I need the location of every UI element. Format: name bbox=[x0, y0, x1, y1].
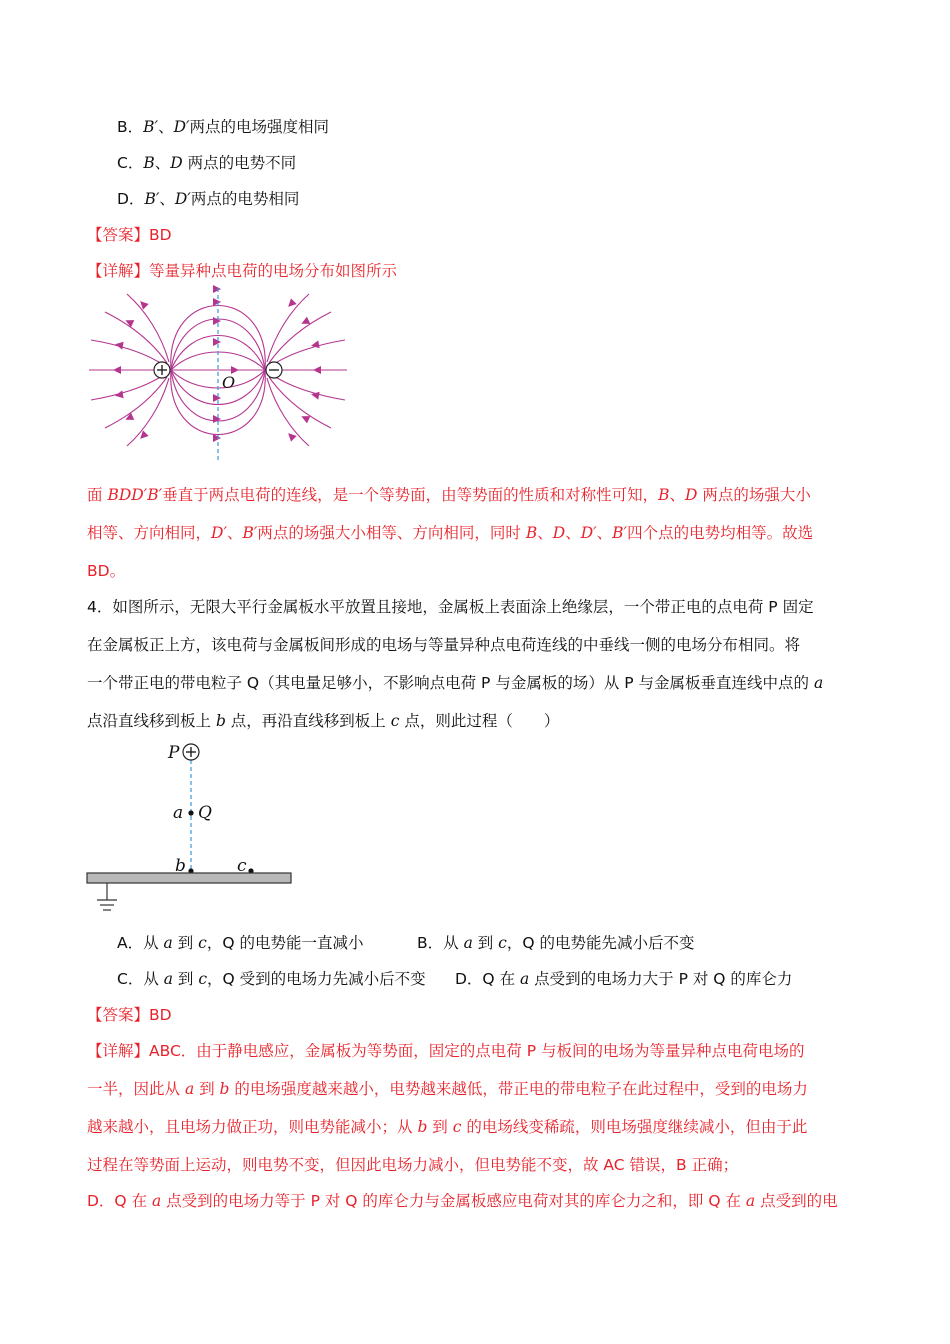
text: 点，再沿直线移到板上 bbox=[225, 712, 391, 730]
q4-stem-line2: 在金属板正上方，该电荷与金属板间形成的电场与等量异种点电荷连线的中垂线一侧的电场分布相同。将 bbox=[87, 636, 801, 654]
q4-stem-line4 bbox=[87, 711, 559, 731]
answer-value: BD bbox=[149, 226, 172, 244]
text: 、 bbox=[226, 524, 243, 542]
text: 两点的场强大小 bbox=[697, 486, 811, 504]
text: 、 bbox=[537, 524, 553, 542]
point-label: a bbox=[520, 970, 530, 988]
text: 到 bbox=[173, 970, 199, 988]
text: ，Q 的电势能先减小后不变 bbox=[506, 934, 695, 952]
detail-1-line3: BD。 bbox=[87, 562, 126, 580]
detail-label: 【详解】 bbox=[87, 1042, 150, 1060]
text: 到 bbox=[172, 934, 199, 952]
option-c-text: 两点的电势不同 bbox=[182, 154, 297, 172]
point-label: D′ bbox=[580, 524, 597, 542]
option-d-sep: 、 bbox=[159, 190, 175, 208]
q4-detail-line1 bbox=[87, 1041, 805, 1061]
point-label: D′ bbox=[211, 524, 227, 542]
option-d-point2: D′ bbox=[174, 190, 191, 208]
answer-value: BD bbox=[149, 1006, 172, 1024]
text: 、 bbox=[596, 524, 613, 542]
point-label: c bbox=[390, 712, 400, 730]
option-b-text: 两点的电场强度相同 bbox=[189, 118, 330, 136]
text: 相等、方向相同， bbox=[87, 524, 212, 542]
detail-1-line2 bbox=[87, 523, 813, 543]
answer-label: 【答案】 bbox=[87, 226, 150, 244]
option-c-point1: B bbox=[143, 154, 155, 172]
point-label: b bbox=[215, 712, 226, 730]
point-label: D bbox=[552, 524, 566, 542]
answer-label: 【答案】 bbox=[87, 1006, 150, 1024]
point-label: a bbox=[184, 1080, 195, 1098]
q4-option-a bbox=[117, 933, 363, 953]
text: 点受到的电场力大于 P 对 Q 的库仑力 bbox=[529, 970, 793, 988]
q4-option-b bbox=[417, 933, 695, 953]
text: 、 bbox=[565, 524, 581, 542]
option-b-sep: 、 bbox=[158, 118, 174, 136]
text: 面 bbox=[87, 486, 108, 504]
q4-detail-line3 bbox=[87, 1117, 807, 1137]
option-d-text: 两点的电势相同 bbox=[190, 190, 300, 208]
point-label: B bbox=[525, 524, 538, 542]
point-label: a bbox=[163, 934, 173, 952]
q4-stem-line3 bbox=[87, 673, 823, 693]
text: 点受到的电 bbox=[755, 1192, 838, 1210]
text: 到 bbox=[472, 934, 499, 952]
c-label: c bbox=[237, 856, 247, 876]
text: 点，则此过程（ ） bbox=[399, 712, 560, 730]
option-b bbox=[117, 117, 329, 137]
option-c bbox=[117, 153, 296, 173]
a-label: a bbox=[173, 803, 184, 823]
detail-label: 【详解】 bbox=[87, 262, 150, 280]
point-label: a bbox=[163, 970, 173, 988]
text: B．从 bbox=[417, 934, 464, 952]
point-label: c bbox=[498, 934, 507, 952]
point-label: a bbox=[152, 1192, 162, 1210]
text: D．Q 在 bbox=[455, 970, 520, 988]
text: 越来越小，且电场力做正功，则电势能减小；从 bbox=[87, 1118, 418, 1136]
text: D．Q 在 bbox=[87, 1192, 152, 1210]
option-d-prefix: D． bbox=[117, 190, 145, 208]
point-label: B′ bbox=[242, 524, 258, 542]
text: ，Q 的电势能一直减小 bbox=[206, 934, 364, 952]
b-label: b bbox=[175, 856, 186, 876]
text: 两点的场强大小相等、方向相同，同时 bbox=[257, 524, 526, 542]
text: 的电场强度越来越小，电势越来越低，带正电的带电粒子在此过程中，受到的电场力 bbox=[229, 1080, 808, 1098]
point-label: b bbox=[417, 1118, 428, 1136]
option-c-point2: D bbox=[170, 154, 183, 172]
option-c-prefix: C． bbox=[117, 154, 144, 172]
option-b-point1: B′ bbox=[143, 118, 159, 136]
option-b-prefix: B． bbox=[117, 118, 144, 136]
point-label: B bbox=[658, 486, 670, 504]
detail-intro-text: 等量异种点电荷的电场分布如图所示 bbox=[149, 262, 398, 280]
q4-detail-line2 bbox=[87, 1079, 808, 1099]
point-label: D bbox=[685, 486, 698, 504]
q4-detail-line5 bbox=[87, 1191, 838, 1211]
q4-option-c bbox=[117, 969, 426, 989]
text: ，Q 受到的电场力先减小后不变 bbox=[207, 970, 426, 988]
text: C．从 bbox=[117, 970, 164, 988]
text: 到 bbox=[427, 1118, 453, 1136]
text: 垂直于两点电荷的连线，是一个等势面，由等势面的性质和对称性可知， bbox=[162, 486, 659, 504]
text: 、 bbox=[669, 486, 686, 504]
point-label: c bbox=[198, 934, 207, 952]
dipole-field-figure bbox=[85, 288, 355, 460]
text: A．从 bbox=[117, 934, 164, 952]
text: 点沿直线移到板上 bbox=[87, 712, 216, 730]
text: 到 bbox=[194, 1080, 220, 1098]
origin-label: O bbox=[222, 373, 236, 392]
point-label: c bbox=[198, 970, 208, 988]
q4-stem-line1: 4．如图所示，无限大平行金属板水平放置且接地，金属板上表面涂上绝缘层，一个带正电的点电荷 P 固定 bbox=[87, 598, 814, 616]
detail-1-intro bbox=[87, 261, 397, 281]
point-label: a bbox=[745, 1192, 756, 1210]
answer-2 bbox=[87, 1005, 172, 1025]
point-label: a bbox=[813, 674, 824, 692]
p-label: P bbox=[168, 743, 180, 763]
point-label: c bbox=[452, 1118, 462, 1136]
answer-1 bbox=[87, 225, 172, 245]
text: 一半，因此从 bbox=[87, 1080, 185, 1098]
text: 的电场线变稀疏，则电场强度继续减小，但由于此 bbox=[461, 1118, 808, 1136]
plane-label: BDD′B′ bbox=[107, 486, 163, 504]
option-c-sep: 、 bbox=[154, 154, 171, 172]
detail-1-line1 bbox=[87, 485, 811, 505]
text: ABC．由于静电感应，金属板为等势面，固定的点电荷 P 与板间的电场为等量异种点电荷电场的 bbox=[149, 1042, 805, 1060]
q4-detail-line4: 过程在等势面上运动，则电势不变，但因此电场力减小，但电势能不变，故 AC 错误，B 正确； bbox=[87, 1156, 739, 1174]
text: 点受到的电场力等于 P 对 Q 的库仑力与金属板感应电荷对其的库仑力之和，即 Q 在 bbox=[161, 1192, 746, 1210]
plate-figure bbox=[85, 740, 295, 920]
q4-option-d bbox=[455, 969, 792, 989]
option-d bbox=[117, 189, 299, 209]
point-label: b bbox=[219, 1080, 230, 1098]
point-label: B′ bbox=[612, 524, 628, 542]
text: 一个带正电的带电粒子 Q（其电量足够小，不影响点电荷 P 与金属板的场）从 P 与金属板垂直连线中点的 bbox=[87, 674, 814, 692]
q-label: Q bbox=[198, 803, 212, 823]
point-label: a bbox=[463, 934, 473, 952]
option-b-point2: D′ bbox=[173, 118, 190, 136]
text: 四个点的电势均相等。故选 bbox=[627, 524, 814, 542]
option-d-point1: B′ bbox=[144, 190, 160, 208]
